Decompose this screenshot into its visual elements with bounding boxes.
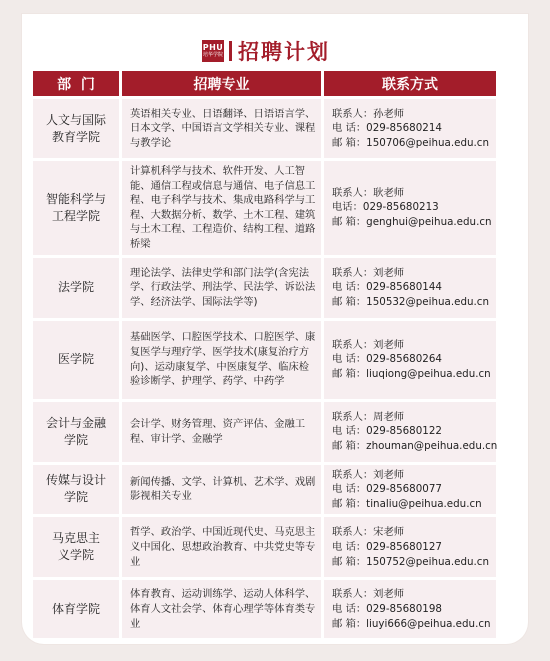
majors-cell: 哲学、政治学、中国近现代史、马克思主义中国化、思想政治教育、中共党史等专业: [119, 517, 321, 577]
majors-cell: 英语相关专业、日语翻译、日语语言学、日本文学、中国语言文学相关专业、课程与教学论: [119, 99, 321, 158]
contact-person: 联系人：刘老师: [332, 338, 405, 351]
contact-phone: 电 话：029-85680198: [332, 603, 442, 616]
column-header-dept: 部 门: [33, 71, 119, 96]
contact-phone: 电 话：029-85680144: [332, 281, 442, 294]
contact-email[interactable]: 邮 箱：liuqiong@peihua.edu.cn: [332, 367, 491, 380]
contact-phone: 电 话：029-85680127: [332, 541, 442, 554]
column-header-majors: 招聘专业: [119, 71, 321, 96]
recruitment-table: [33, 68, 496, 641]
contact-email[interactable]: 邮 箱：liuyi666@peihua.edu.cn: [332, 617, 491, 630]
contact-email[interactable]: 邮 箱：tinaliu@peihua.edu.cn: [332, 497, 482, 510]
contact-phone: 电话：029-85680213: [332, 201, 439, 214]
dept-cell: 智能科学与 工程学院: [33, 161, 119, 255]
contact-phone: 电 话：029-85680214: [332, 122, 442, 135]
contact-person: 联系人：周老师: [332, 410, 405, 423]
contact-cell: [321, 321, 496, 399]
dept-cell: 体育学院: [33, 580, 119, 638]
column-header-contact: 联系方式: [321, 71, 496, 96]
contact-email[interactable]: 邮 箱：150706@peihua.edu.cn: [332, 136, 489, 149]
contact-email[interactable]: 邮 箱：150532@peihua.edu.cn: [332, 295, 489, 308]
table-row: [33, 580, 496, 638]
contact-person: 联系人：刘老师: [332, 588, 405, 601]
contact-phone: 电 话：029-85680077: [332, 483, 442, 496]
majors-cell: 会计学、财务管理、资产评估、金融工程、审计学、金融学: [119, 402, 321, 462]
contact-cell: [321, 99, 496, 158]
page-title: 招聘计划: [238, 40, 330, 64]
contact-email[interactable]: 邮 箱：150752@peihua.edu.cn: [332, 555, 489, 568]
contact-cell: [321, 258, 496, 318]
contact-cell: [321, 517, 496, 577]
contact-person: 联系人：刘老师: [332, 468, 405, 481]
contact-cell: [321, 161, 496, 255]
contact-cell: [321, 580, 496, 638]
contact-person: 联系人：宋老师: [332, 526, 405, 539]
dept-cell: 医学院: [33, 321, 119, 399]
table-row: [33, 321, 496, 399]
contact-phone: 电 话：029-85680122: [332, 425, 442, 438]
table-body: [33, 99, 496, 638]
table-row: [33, 258, 496, 318]
majors-cell: 理论法学、法律史学和部门法学(含宪法学、行政法学、刑法学、民法学、诉讼法学、经济法学、国际法学等): [119, 258, 321, 318]
table-row: [33, 99, 496, 158]
dept-cell: 会计与金融 学院: [33, 402, 119, 462]
contact-person: 联系人：孙老师: [332, 107, 405, 120]
dept-cell: 人文与国际 教育学院: [33, 99, 119, 158]
logo-sub-text: 培华学院: [202, 52, 223, 58]
page-header: [202, 36, 330, 66]
contact-person: 联系人：耿老师: [332, 186, 405, 199]
dept-cell: 法学院: [33, 258, 119, 318]
table-row: [33, 517, 496, 577]
majors-cell: 计算机科学与技术、软件开发、人工智能、通信工程或信息与通信、电子信息工程、电子科学与技术、集成电路科学与工程、大数据分析、数学、土木工程、建筑与土木工程、工程造价、结构工程、道路桥梁: [119, 161, 321, 255]
table-row: [33, 161, 496, 255]
title-divider: [229, 41, 232, 61]
logo-main-text: PHU: [202, 43, 224, 52]
table-row: [33, 402, 496, 462]
contact-person: 联系人：刘老师: [332, 266, 405, 279]
contact-email[interactable]: 邮 箱：zhouman@peihua.edu.cn: [332, 439, 498, 452]
table-row: [33, 465, 496, 515]
contact-cell: [321, 465, 496, 515]
contact-email[interactable]: 邮 箱：genghui@peihua.edu.cn: [332, 216, 492, 229]
contact-phone: 电 话：029-85680264: [332, 353, 442, 366]
majors-cell: 体育教育、运动训练学、运动人体科学、体育人文社会学、体育心理学等体育类专业: [119, 580, 321, 638]
majors-cell: 新闻传播、文学、计算机、艺术学、戏剧影视相关专业: [119, 465, 321, 515]
dept-cell: 传媒与设计 学院: [33, 465, 119, 515]
table-header-row: [33, 71, 496, 96]
contact-cell: [321, 402, 496, 462]
dept-cell: 马克思主 义学院: [33, 517, 119, 577]
phu-logo-icon: [202, 40, 224, 62]
majors-cell: 基础医学、口腔医学技术、口腔医学、康复医学与理疗学、医学技术(康复治疗方向)、运动康复学、中医康复学、临床检验诊断学、护理学、药学、中药学: [119, 321, 321, 399]
